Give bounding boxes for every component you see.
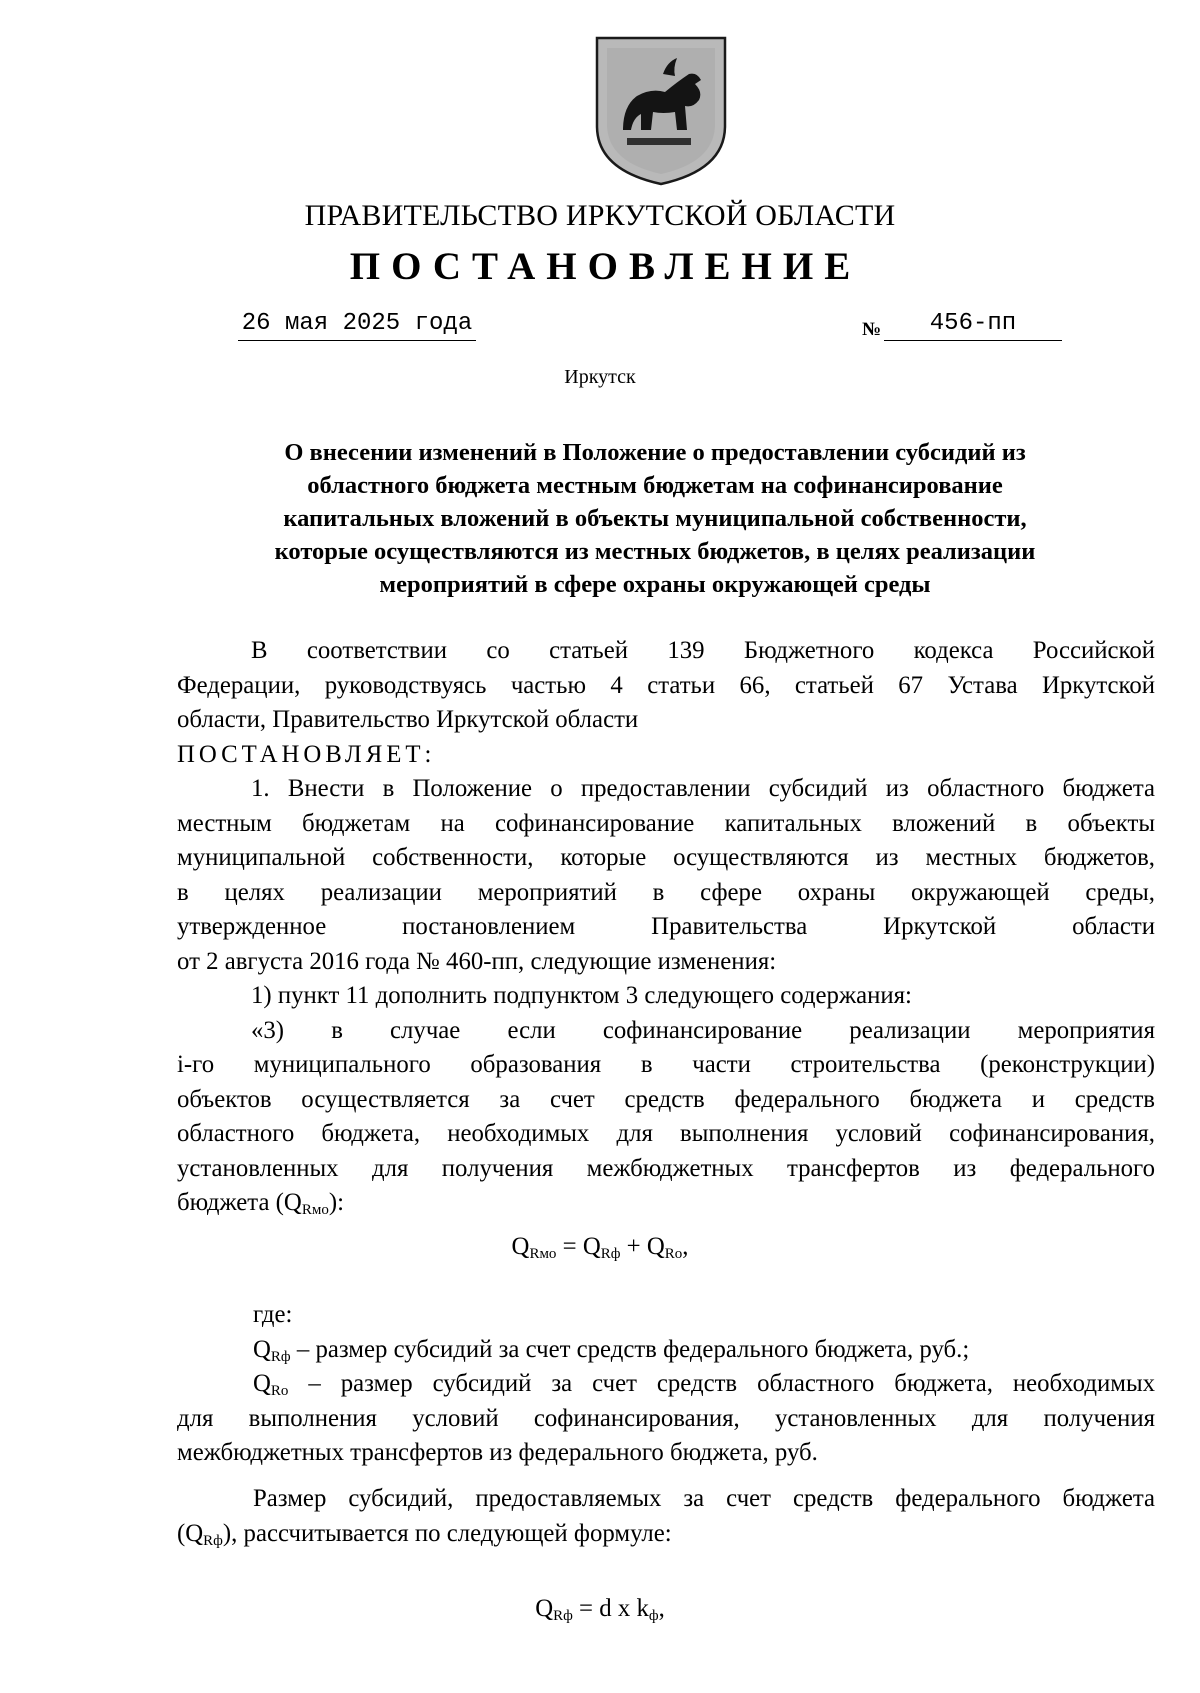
definition-qro-line: межбюджетных трансфертов из федерального бюджета, руб. xyxy=(177,1439,818,1466)
preamble-line: области, Правительство Иркутской области xyxy=(177,706,639,733)
definition-qro: QRo – размер субсидий за счет средств областного бюджета, необходимых xyxy=(253,1370,1155,1399)
size-paragraph-line: Размер субсидий, предоставляемых за счет средств федерального бюджета xyxy=(253,1485,1155,1512)
definitions-block xyxy=(177,1298,1155,1471)
formula-qrmo: QRмо = QRф + QRo, xyxy=(511,1233,689,1262)
definition-qrf: QRф – размер субсидий за счет средств федерального бюджета, руб.; xyxy=(253,1335,970,1365)
number-sign: № xyxy=(862,319,882,340)
document-type-heading: ПОСТАНОВЛЕНИЕ xyxy=(349,245,862,288)
quote-line: объектов осуществляется за счет средств федерального бюджета и средств xyxy=(177,1085,1155,1113)
city-name: Иркутск xyxy=(564,366,636,388)
item1-line: 1. Внести в Положение о предоставлении субсидий из областного бюджета xyxy=(251,775,1155,802)
title-line: мероприятий в сфере охраны окружающей среды xyxy=(379,571,931,598)
quote-line: областного бюджета, необходимых для выполнения условий софинансирования, xyxy=(177,1120,1155,1147)
quote-line: установленных для получения межбюджетных трансфертов из федерального xyxy=(177,1154,1155,1182)
item1-line: утвержденное постановлением Правительства Иркутской области xyxy=(177,913,1155,940)
definition-qro-line: для выполнения условий софинансирования, установленных для получения xyxy=(177,1404,1155,1432)
title-line: капитальных вложений в объекты муниципальной собственности, xyxy=(283,505,1027,532)
size-paragraph-line: (QRф), рассчитывается по следующей формуле: xyxy=(177,1519,672,1549)
title-line: областного бюджета местным бюджетам на софинансирование xyxy=(307,472,1003,499)
item1-line: местным бюджетам на софинансирование капитальных вложений в объекты xyxy=(177,809,1155,837)
size-paragraph xyxy=(177,1482,1155,1551)
quote-line: «3) в случае если софинансирование реализации мероприятия xyxy=(251,1016,1155,1044)
where-label: где: xyxy=(253,1301,293,1328)
title-line: которые осуществляются из местных бюджетов, в целях реализации xyxy=(274,538,1036,565)
organization-name: ПРАВИТЕЛЬСТВО ИРКУТСКОЙ ОБЛАСТИ xyxy=(304,199,896,232)
formula-qrf: QRф = d x kф, xyxy=(535,1595,665,1624)
document-number: 456-пп xyxy=(884,308,1062,341)
item1-line: от 2 августа 2016 года № 460-пп, следующие изменения: xyxy=(177,947,777,975)
document-body xyxy=(177,634,1155,1221)
title-line: О внесении изменений в Положение о предоставлении субсидий из xyxy=(284,439,1026,466)
item1-line: муниципальной собственности, которые осуществляются из местных бюджетов, xyxy=(177,844,1155,871)
resolves-keyword: ПОСТАНОВЛЯЕТ: xyxy=(177,740,436,768)
quote-line: бюджета (QRмо): xyxy=(177,1189,344,1218)
item1-line: в целях реализации мероприятий в сфере охраны окружающей среды, xyxy=(177,878,1155,906)
quote-line: i-го муниципального образования в части строительства (реконструкции) xyxy=(177,1051,1155,1078)
subitem1-line: 1) пункт 11 дополнить подпунктом 3 следующего содержания: xyxy=(251,982,912,1009)
coat-of-arms-icon xyxy=(593,34,729,188)
document-title xyxy=(175,436,1135,601)
preamble-line: Федерации, руководствуясь частью 4 статьи 66, статьей 67 Устава Иркутской xyxy=(177,671,1155,699)
preamble-line: В соответствии со статьей 139 Бюджетного кодекса Российской xyxy=(251,637,1155,664)
document-date: 26 мая 2025 года xyxy=(238,308,476,341)
